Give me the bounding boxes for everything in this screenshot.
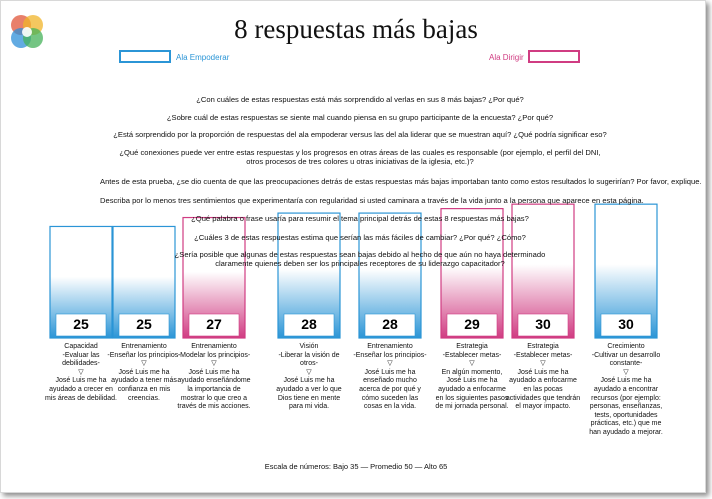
bar-description [106,343,182,403]
bar-item: -Cultivar un desarrollo constante- [591,351,661,368]
bar-comment: José Luis me ha ayudado a ver lo que Dios tiene en mente para mi vida. [276,377,342,411]
question-line: ¿Está sorprendido por la proporción de respuestas del ala empoderar versus las del ala liderar que se muestran aquí? ¿Qué podría significar eso? [113,130,607,139]
legend-dirigir-label: Ala Dirigir [489,53,524,62]
question-line: ¿Cuáles 3 de estas respuestas estima que serían las más fáciles de cambiar? ¿Por qué? ¿Cómo? [194,233,526,242]
bar-description [176,343,252,412]
down-triangle-icon: ▽ [141,360,147,368]
question-line: Antes de esta prueba, ¿se dio cuenta de que las preocupaciones detrás de estas respuestas más bajas importaban tanto como estos resultados lo sugerirían? Por favor, explique. [100,177,702,186]
bar-category: Capacidad [64,343,98,350]
down-triangle-icon: ▽ [211,360,217,368]
bar-category: Visión [299,343,319,350]
bar-category: Entrenamiento [121,343,167,350]
bar-comment: José Luis me ha enseñado mucho acerca de por qué y cómo suceden las cosas en la vida. [359,368,421,411]
bar-item: -Modelar los principios- [177,351,251,359]
bar-value-label: 29 [464,316,480,332]
bar-value-label: 30 [618,316,634,332]
down-triangle-icon: ▽ [540,360,546,368]
bar-value-label: 28 [301,316,317,332]
bar-item: -Liberar la visión de otros- [278,351,340,368]
down-triangle-icon: ▽ [623,368,629,376]
legend-empoderar-label: Ala Empoderar [176,53,230,62]
bar-comment: José Luis me ha ayudado a tener más confianza en mis creencias. [111,368,177,402]
bar-description [505,343,581,412]
bar-category: Entrenamiento [367,343,413,350]
bar-category: Estrategia [527,343,559,350]
bar-value-label: 25 [73,316,89,332]
scale-legend: Escala de números: Bajo 35 — Promedio 50 — Alto 65 [264,462,448,471]
bar-item: -Evaluar las debilidades- [62,351,100,368]
bar-value-label: 28 [382,316,398,332]
bar-value-label: 30 [535,316,551,332]
bar-item: -Establecer metas- [513,351,573,359]
bar-comment: José Luis me ha ayudado enseñándome la importancia de mostrar lo que creo a través de mis acciones. [177,368,251,411]
question-line: claramente quienes deben ser los principales receptores de su liderazgo capacitador? [215,259,505,268]
bar-comment: En algún momento, José Luis me ha ayudado a enfocarme en los siguientes pasos de mi jornada personal. [435,368,509,411]
down-triangle-icon: ▽ [387,360,393,368]
bar-category: Estrategia [456,343,488,350]
question-line: ¿Sería posible que algunas de estas respuestas sean bajas debido al hecho de que aún no haya determinado [174,250,546,259]
bar-description [588,343,664,438]
bar-comment: José Luis me ha ayudado a encontrar recursos (por ejemplo: personas, enseñanzas, tests, oportunidades prácticas, etc.) que me han ayudado a mejorar. [589,377,663,436]
bar-category: Crecimiento [607,343,645,350]
bar-item: -Enseñar los principios- [353,351,427,359]
bar-comment: José Luis me ha ayudado a crecer en mis áreas de debilidad. [45,377,117,402]
question-line: otros procesos de tres colores u otras iniciativas de la iglesia, etc.)? [246,157,474,166]
question-line: ¿Sobre cuál de estas respuestas se siente mal cuando piensa en su grupo participante de la encuesta? ¿Por qué? [166,113,554,122]
bar-item: -Enseñar los principios- [107,351,181,359]
bar-category: Entrenamiento [191,343,237,350]
question-line: ¿Con cuáles de estas respuestas está más sorprendido al verlas en sus 8 más bajas? ¿Por qué? [196,95,524,104]
question-line: ¿Qué palabra o frase usaría para resumir el tema principal detrás de estas 8 respuestas más bajas? [191,214,529,223]
bar-description [434,343,510,412]
question-line: ¿Qué conexiones puede ver entre estas respuestas y los progresos en otras áreas de las cuales es responsable (por ejemplo, el perfil del DNI, [119,148,601,157]
bar-item: -Establecer metas- [442,351,502,359]
down-triangle-icon: ▽ [78,368,84,376]
bar-description [352,343,428,412]
bar-comment: José Luis me ha ayudado a enfocarme en las pocas actividades que tendrán el mayor impacto. [505,368,581,411]
bar-value-label: 27 [206,316,222,332]
bar-description [271,343,347,412]
bar-value-label: 25 [136,316,152,332]
down-triangle-icon: ▽ [306,368,312,376]
page-title: 8 respuestas más bajas [234,14,478,44]
down-triangle-icon: ▽ [469,360,475,368]
question-line: Describa por lo menos tres sentimientos que experimentaría con regularidad si usted caminara a través de la vida junto a la persona que aparece en esta página. [100,196,644,205]
